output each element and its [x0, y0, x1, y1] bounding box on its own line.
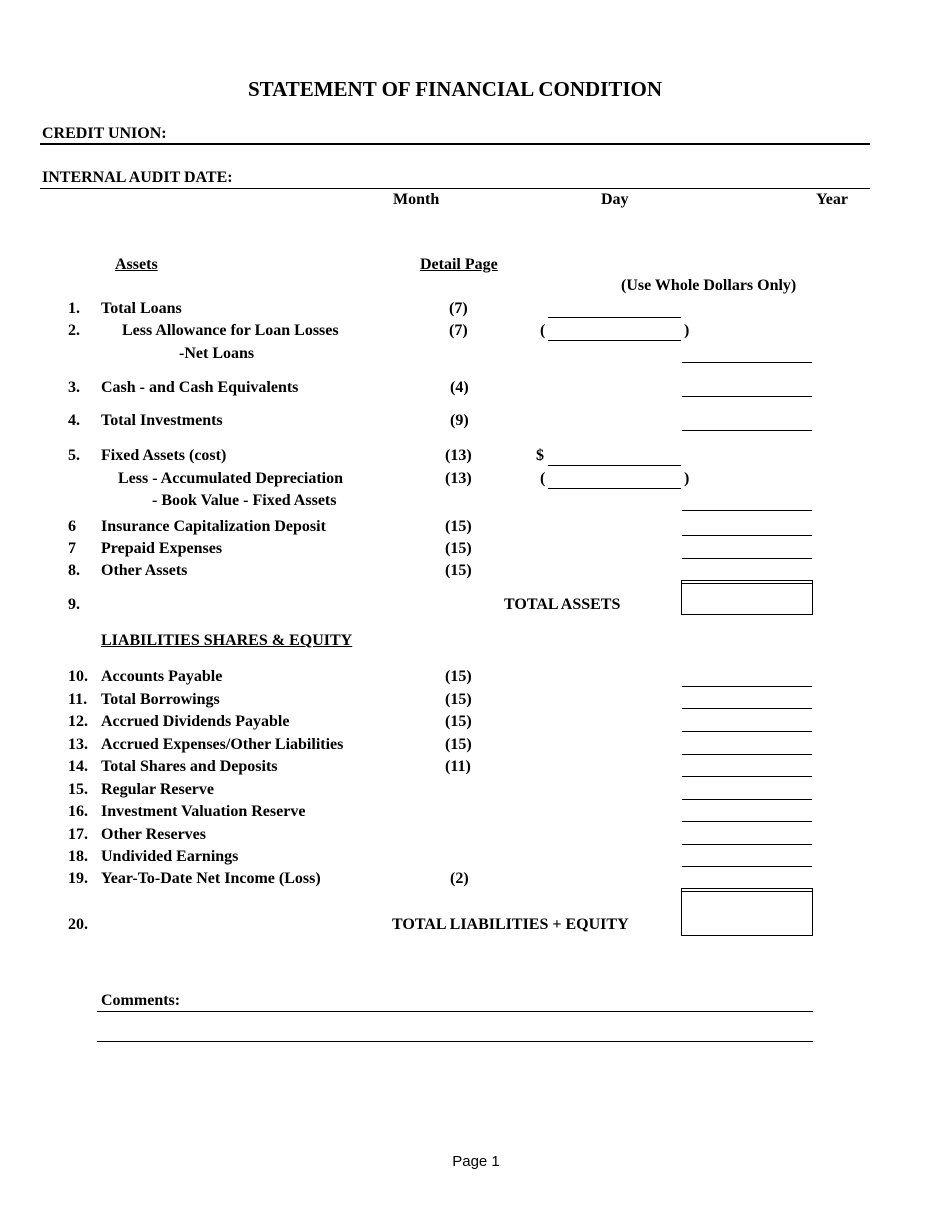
row-number: 19. — [68, 870, 88, 887]
assets-heading: Assets — [115, 256, 158, 273]
row-label: Accrued Dividends Payable — [101, 713, 290, 730]
row-number: 4. — [68, 412, 80, 429]
row-label: Insurance Capitalization Deposit — [101, 518, 326, 535]
row-number: 14. — [68, 758, 88, 775]
detail-page-ref: (15) — [445, 562, 472, 579]
detail-page-ref: (7) — [449, 322, 468, 339]
row-number: 10. — [68, 668, 88, 685]
detail-page-heading: Detail Page — [420, 256, 498, 273]
row-label: - Book Value - Fixed Assets — [152, 492, 337, 509]
other-reserves-field[interactable] — [682, 844, 812, 845]
row-label: Less Allowance for Loan Losses — [122, 322, 339, 339]
accounts-payable-field[interactable] — [682, 686, 812, 687]
detail-page-ref: (15) — [445, 668, 472, 685]
detail-page-ref: (15) — [445, 713, 472, 730]
row-label: Fixed Assets (cost) — [101, 447, 227, 464]
depreciation-field[interactable] — [548, 488, 681, 489]
row-number: 9. — [68, 596, 80, 613]
open-paren: ( — [540, 470, 546, 487]
accrued-dividends-field[interactable] — [682, 731, 812, 732]
investments-field[interactable] — [682, 430, 812, 431]
row-number: 11. — [68, 691, 88, 708]
row-number: 15. — [68, 781, 88, 798]
row-number: 6 — [68, 518, 76, 535]
regular-reserve-field[interactable] — [682, 799, 812, 800]
row-label: -Net Loans — [179, 345, 255, 362]
row-number: 8. — [68, 562, 80, 579]
row-label: Less - Accumulated Depreciation — [118, 470, 344, 487]
total-assets-box[interactable] — [681, 580, 813, 615]
row-label: Other Assets — [101, 562, 188, 579]
total-assets-label: TOTAL ASSETS — [504, 596, 621, 613]
detail-page-ref: (2) — [450, 870, 469, 887]
row-number: 16. — [68, 803, 88, 820]
row-label: Total Investments — [101, 412, 223, 429]
net-loans-field[interactable] — [682, 362, 812, 363]
detail-page-ref: (13) — [445, 447, 472, 464]
row-label: Total Shares and Deposits — [101, 758, 278, 775]
dollar-sign: $ — [536, 447, 544, 464]
detail-page-ref: (7) — [449, 300, 468, 317]
close-paren: ) — [684, 322, 690, 339]
row-number: 7 — [68, 540, 76, 557]
cash-field[interactable] — [682, 396, 812, 397]
row-label: Undivided Earnings — [101, 848, 239, 865]
fixed-assets-field[interactable] — [548, 465, 681, 466]
prepaid-expenses-field[interactable] — [682, 558, 812, 559]
total-liabilities-label: TOTAL LIABILITIES + EQUITY — [392, 916, 629, 933]
row-label: Accounts Payable — [101, 668, 223, 685]
row-number: 13. — [68, 736, 88, 753]
valuation-reserve-field[interactable] — [682, 821, 812, 822]
row-label: Investment Valuation Reserve — [101, 803, 306, 820]
close-paren: ) — [684, 470, 690, 487]
row-number: 3. — [68, 379, 80, 396]
detail-page-ref: (9) — [450, 412, 469, 429]
day-label: Day — [601, 191, 629, 208]
comments-line-1[interactable] — [97, 1011, 813, 1012]
detail-page-ref: (11) — [445, 758, 471, 775]
row-label: Total Borrowings — [101, 691, 220, 708]
page-number: Page 1 — [452, 1153, 500, 1170]
comments-label: Comments: — [101, 992, 181, 1009]
detail-page-ref: (15) — [445, 518, 472, 535]
comments-line-2[interactable] — [97, 1041, 813, 1042]
row-label: Total Loans — [101, 300, 182, 317]
accrued-expenses-field[interactable] — [682, 754, 812, 755]
audit-date-label: INTERNAL AUDIT DATE: — [42, 169, 233, 186]
book-value-field[interactable] — [682, 510, 812, 511]
row-label: Accrued Expenses/Other Liabilities — [101, 736, 344, 753]
row-label: Regular Reserve — [101, 781, 214, 798]
row-number: 12. — [68, 713, 88, 730]
insurance-deposit-field[interactable] — [682, 535, 812, 536]
shares-deposits-field[interactable] — [682, 776, 812, 777]
row-number: 18. — [68, 848, 88, 865]
year-label: Year — [816, 191, 848, 208]
detail-page-ref: (15) — [445, 691, 472, 708]
month-label: Month — [393, 191, 440, 208]
row-number: 20. — [68, 916, 88, 933]
borrowings-field[interactable] — [682, 708, 812, 709]
whole-dollars-note: (Use Whole Dollars Only) — [621, 277, 797, 294]
credit-union-label: CREDIT UNION: — [42, 125, 167, 142]
row-label: Other Reserves — [101, 826, 206, 843]
row-number: 1. — [68, 300, 80, 317]
total-loans-field[interactable] — [548, 317, 681, 318]
total-liabilities-box[interactable] — [681, 888, 813, 936]
row-label: Year-To-Date Net Income (Loss) — [101, 870, 321, 887]
row-number: 2. — [68, 322, 80, 339]
detail-page-ref: (15) — [445, 736, 472, 753]
row-number: 17. — [68, 826, 88, 843]
audit-date-field[interactable] — [40, 188, 870, 189]
row-label: Prepaid Expenses — [101, 540, 223, 557]
page-title: STATEMENT OF FINANCIAL CONDITION — [247, 77, 663, 101]
row-label: Cash - and Cash Equivalents — [101, 379, 299, 396]
open-paren: ( — [540, 322, 546, 339]
detail-page-ref: (4) — [450, 379, 469, 396]
credit-union-field[interactable] — [40, 143, 870, 145]
liabilities-heading: LIABILITIES SHARES & EQUITY — [101, 632, 353, 649]
loan-allowance-field[interactable] — [548, 340, 681, 341]
detail-page-ref: (13) — [445, 470, 472, 487]
undivided-earnings-field[interactable] — [682, 866, 812, 867]
detail-page-ref: (15) — [445, 540, 472, 557]
row-number: 5. — [68, 447, 80, 464]
